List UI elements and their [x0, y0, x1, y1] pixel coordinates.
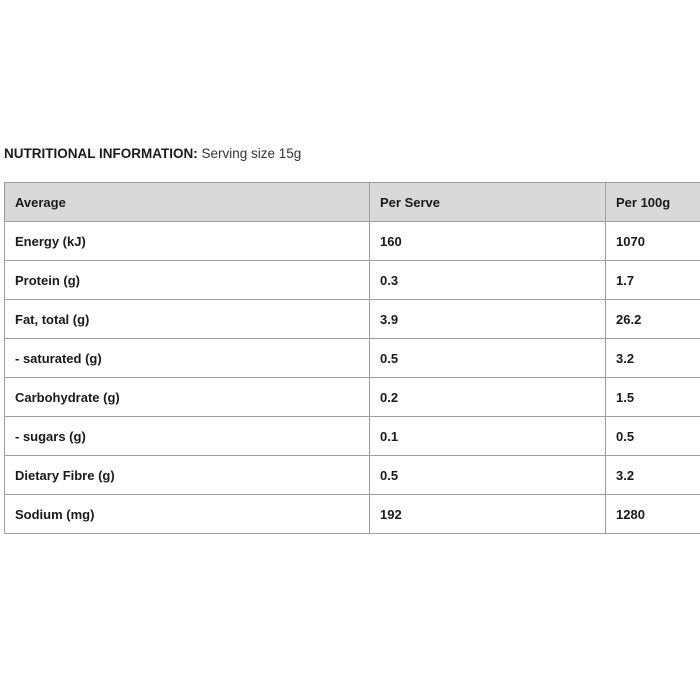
nutrient-name: Dietary Fibre (g) — [5, 456, 370, 495]
table-row — [5, 261, 700, 300]
per-serve-value: 160 — [370, 222, 606, 261]
table-row — [5, 495, 700, 534]
header-per-100g: Per 100g — [606, 183, 700, 222]
header-per-serve: Per Serve — [370, 183, 606, 222]
per-serve-value: 3.9 — [370, 300, 606, 339]
per-serve-value: 192 — [370, 495, 606, 534]
per-100g-value: 26.2 — [606, 300, 700, 339]
per-serve-value: 0.5 — [370, 339, 606, 378]
table-row — [5, 417, 700, 456]
nutrition-table — [4, 182, 700, 534]
per-100g-value: 3.2 — [606, 456, 700, 495]
per-100g-value: 0.5 — [606, 417, 700, 456]
table-row — [5, 456, 700, 495]
header-average: Average — [5, 183, 370, 222]
nutrition-heading — [4, 146, 301, 161]
serving-size: Serving size 15g — [201, 146, 302, 161]
nutrient-name: Carbohydrate (g) — [5, 378, 370, 417]
nutrient-name: Sodium (mg) — [5, 495, 370, 534]
table-row — [5, 339, 700, 378]
per-serve-value: 0.1 — [370, 417, 606, 456]
per-100g-value: 1.5 — [606, 378, 700, 417]
per-100g-value: 1280 — [606, 495, 700, 534]
table-row — [5, 222, 700, 261]
nutrient-name: Fat, total (g) — [5, 300, 370, 339]
per-100g-value: 3.2 — [606, 339, 700, 378]
per-100g-value: 1.7 — [606, 261, 700, 300]
table-row — [5, 378, 700, 417]
nutrient-name: Protein (g) — [5, 261, 370, 300]
nutrient-name: - saturated (g) — [5, 339, 370, 378]
table-header-row — [5, 183, 700, 222]
nutrient-name: - sugars (g) — [5, 417, 370, 456]
per-100g-value: 1070 — [606, 222, 700, 261]
per-serve-value: 0.3 — [370, 261, 606, 300]
table-row — [5, 300, 700, 339]
per-serve-value: 0.5 — [370, 456, 606, 495]
per-serve-value: 0.2 — [370, 378, 606, 417]
heading-label: NUTRITIONAL INFORMATION: — [4, 146, 198, 161]
nutrient-name: Energy (kJ) — [5, 222, 370, 261]
